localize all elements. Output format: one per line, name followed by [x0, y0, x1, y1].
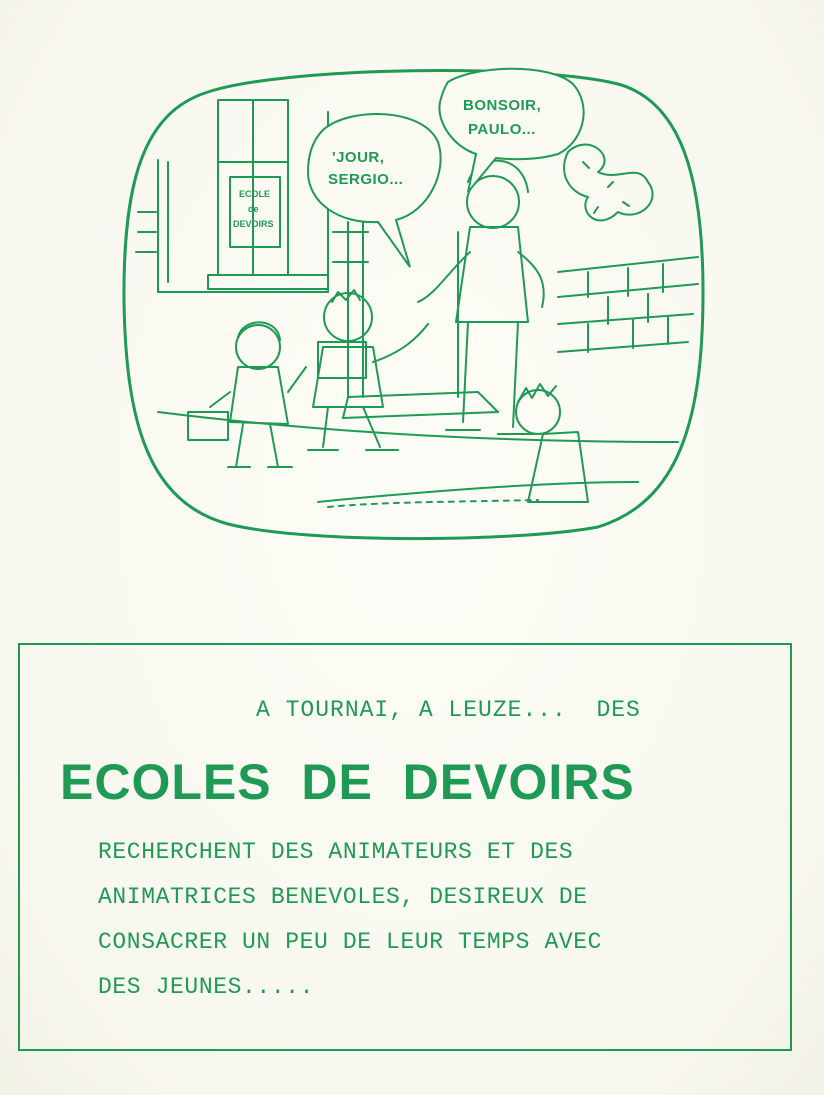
notice-intro: A TOURNAI, A LEUZE... DES — [256, 697, 641, 723]
body-line-4: DES JEUNES..... — [98, 974, 315, 1000]
comic-illustration — [118, 62, 708, 544]
bubble-right-line-2: PAULO... — [468, 121, 536, 138]
sign-line-1: ECOLE — [239, 189, 271, 199]
body-line-1: RECHERCHENT DES ANIMATEURS ET DES — [98, 839, 574, 865]
sign-line-3: DEVOIRS — [233, 219, 274, 229]
body-line-2: ANIMATRICES BENEVOLES, DESIREUX DE — [98, 884, 588, 910]
sign-line-2: de — [248, 204, 259, 214]
notice-headline: ECOLES DE DEVOIRS — [60, 754, 635, 810]
body-line-3: CONSACRER UN PEU DE LEUR TEMPS AVEC — [98, 929, 603, 955]
notice-box — [18, 643, 792, 1051]
notice-body — [98, 830, 758, 1010]
bubble-left-line-1: 'JOUR, — [332, 149, 385, 166]
bubble-left-line-2: SERGIO... — [328, 171, 404, 188]
bubble-right-line-1: BONSOIR, — [463, 97, 542, 114]
